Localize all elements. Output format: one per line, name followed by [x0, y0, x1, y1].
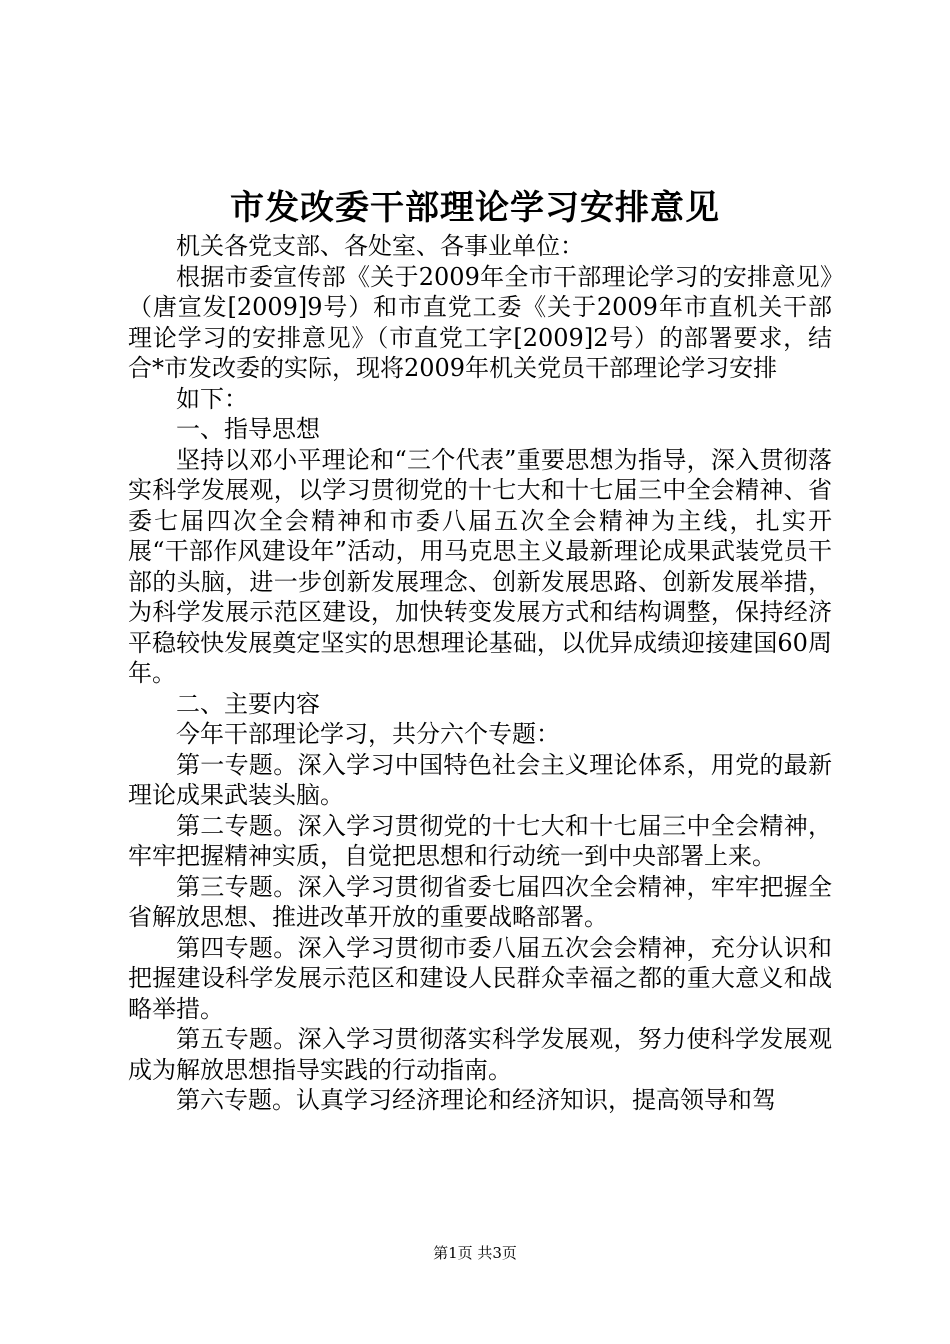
topic-2-paragraph: 第二专题。深入学习贯彻党的十七大和十七届三中全会精神，牢牢把握精神实质，自觉把思想和行动统一到中央部署上来。 [128, 811, 832, 870]
topic-3-paragraph: 第三专题。深入学习贯彻省委七届四次全会精神，牢牢把握全省解放思想、推进改革开放的重要战略部署。 [128, 872, 832, 931]
section-heading-main-content: 二、主要内容 [176, 689, 320, 718]
document-title: 市发改委干部理论学习安排意见 [230, 188, 720, 228]
section-heading-guiding-ideology: 一、指导思想 [176, 415, 320, 443]
intro-continuation-paragraph: 如下： [176, 384, 248, 413]
guiding-ideology-paragraph: 坚持以邓小平理论和“三个代表”重要思想为指导，深入贯彻落实科学发展观，以学习贯彻党的十七大和十七届三中全会精神、省委七届四次全会精神和市委八届五次全会精神为主线，扎实开展“干部作风建设年”活动，用马克思主义最新理论成果武装党员干部的头脑，进一步创新发展理念、创新发展思路、创新发展举措，为科学发展示范区建设，加快转变发展方式和结构调整，保持经济平稳较快发展奠定坚实的思想理论基础，以优异成绩迎接建国60周年。 [128, 445, 832, 687]
salutation-paragraph: 机关各党支部、各处室、各事业单位： [176, 232, 584, 260]
topic-6-paragraph: 第六专题。认真学习经济理论和经济知识，提高领导和驾 [176, 1086, 776, 1114]
page-footer: 第1页 共3页 [433, 1244, 517, 1262]
intro-paragraph: 根据市委宣传部《关于2009年全市干部理论学习的安排意见》（唐宣发[2009]9号）和市直党工委《关于2009年市直机关干部理论学习的安排意见》（市直党工字[2009]2号）的部署要求，结合*市发改委的实际，现将2009年机关党员干部理论学习安排 [128, 262, 832, 382]
main-content-intro-paragraph: 今年干部理论学习，共分六个专题： [176, 720, 560, 748]
topic-4-paragraph: 第四专题。深入学习贯彻市委八届五次会会精神，充分认识和把握建设科学发展示范区和建设人民群众幸福之都的重大意义和战略举措。 [128, 933, 832, 1023]
topic-1-paragraph: 第一专题。深入学习中国特色社会主义理论体系，用党的最新理论成果武装头脑。 [128, 750, 832, 809]
document-body [128, 231, 832, 1116]
topic-5-paragraph: 第五专题。深入学习贯彻落实科学发展观，努力使科学发展观成为解放思想指导实践的行动指南。 [128, 1025, 832, 1084]
